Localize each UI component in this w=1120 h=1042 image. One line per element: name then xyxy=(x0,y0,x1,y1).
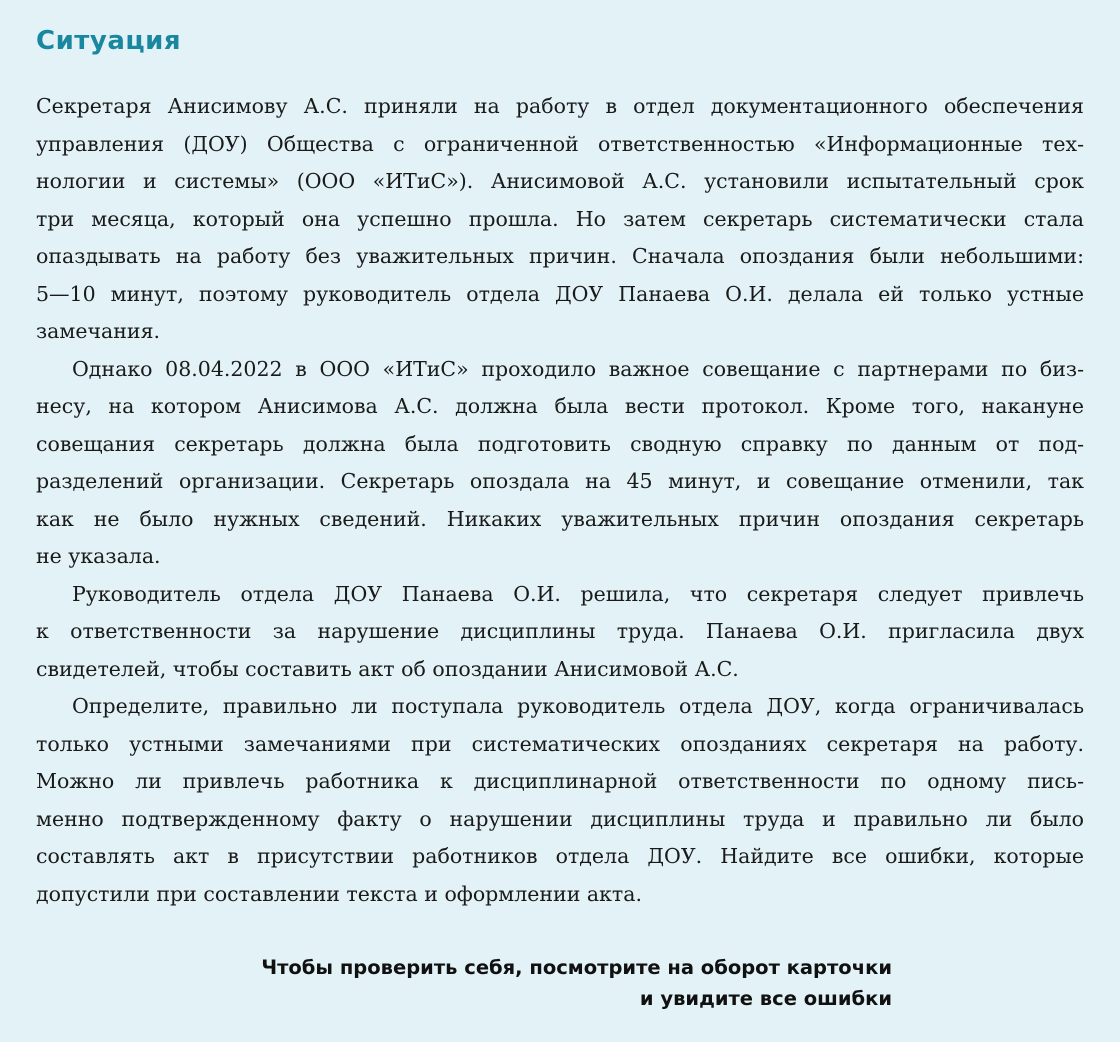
paragraph xyxy=(36,88,1084,351)
footer-line-1: Чтобы проверить себя, посмотрите на оборот карточки xyxy=(261,956,892,979)
text-line: Определите, правильно ли поступала руководитель отдела ДОУ, когда ограничивалась xyxy=(72,694,1084,718)
text-line: Можно ли привлечь работника к дисциплинарной ответственности по одному пись- xyxy=(36,769,1084,793)
text-line: замечания. xyxy=(36,319,161,343)
text-line: 5—10 минут, поэтому руководитель отдела ДОУ Панаева О.И. делала ей только устные xyxy=(36,281,1084,306)
page-title: Ситуация xyxy=(36,26,182,56)
text-line: Руководитель отдела ДОУ Панаева О.И. решила, что секретаря следует привлечь xyxy=(72,581,1084,606)
text-line: к ответственности за нарушение дисциплины труда. Панаева О.И. пригласила двух xyxy=(36,619,1084,643)
paragraph xyxy=(36,688,1084,913)
text-line: как не было нужных сведений. Никаких уважительных причин опоздания секретарь xyxy=(36,506,1084,531)
text-line: совещания секретарь должна была подготовить сводную справку по данным от под- xyxy=(36,431,1084,456)
text-line: не указала. xyxy=(36,544,161,568)
text-line: свидетелей, чтобы составить акт об опоздании Анисимовой А.С. xyxy=(36,656,739,681)
text-line: только устными замечаниями при систематических опозданиях секретаря на работу. xyxy=(36,731,1084,756)
text-line: допустили при составлении текста и оформлении акта. xyxy=(36,881,643,906)
text-line: несу, на котором Анисимова А.С. должна была вести протокол. Кроме того, накануне xyxy=(36,394,1084,418)
text-line: Секретаря Анисимову А.С. приняли на работу в отдел документационного обеспечения xyxy=(36,94,1084,118)
text-line: опаздывать на работу без уважительных причин. Сначала опоздания были небольшими: xyxy=(36,244,1084,268)
footer-line-2: и увидите все ошибки xyxy=(639,987,892,1010)
text-line: управления (ДОУ) Общества с ограниченной ответственностью «Информационные тех- xyxy=(36,131,1084,156)
text-line: Однако 08.04.2022 в ООО «ИТиС» проходило важное совещание с партнерами по биз- xyxy=(72,356,1084,381)
paragraph xyxy=(36,576,1084,689)
text-line: нологии и системы» (ООО «ИТиС»). Анисимовой А.С. установили испытательный срок xyxy=(36,169,1084,193)
text-line: менно подтвержденному факту о нарушении дисциплины труда и правильно ли было xyxy=(36,806,1084,831)
footer-note xyxy=(261,952,892,1014)
text-line: составлять акт в присутствии работников отдела ДОУ. Найдите все ошибки, которые xyxy=(36,844,1084,868)
paragraph xyxy=(36,351,1084,576)
text-line: разделений организации. Секретарь опоздала на 45 минут, и совещание отменили, так xyxy=(36,469,1084,493)
text-line: три месяца, который она успешно прошла. Но затем секретарь систематически стала xyxy=(36,206,1084,231)
situation-text xyxy=(36,88,1084,913)
